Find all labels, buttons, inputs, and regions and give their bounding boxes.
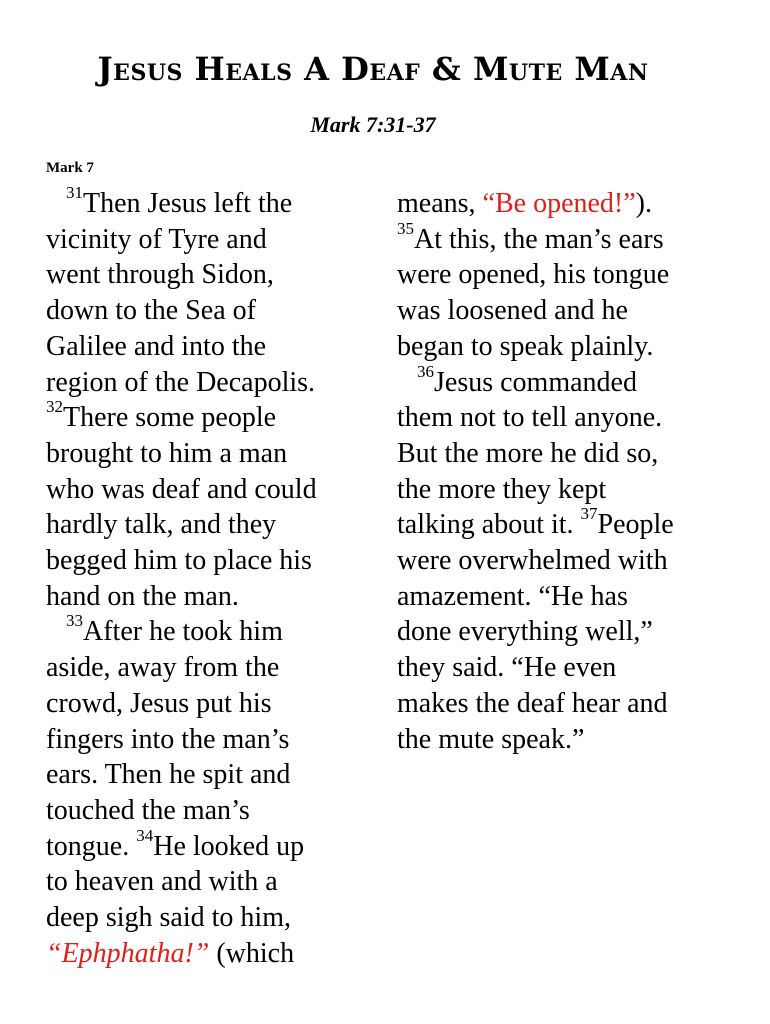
text-line [46,397,346,436]
text-line: were opened, his tongue [397,259,670,291]
text-line: who was deaf and could [46,473,317,505]
text-line: them not to tell anyone. [397,402,663,434]
text-line: brought to him a man [46,437,288,469]
verse-text: means, [397,188,483,219]
text-line: done everything well,” [397,616,653,648]
text-line [46,611,346,650]
text-line: Galilee and into the [46,330,267,362]
right-text-column [397,186,707,757]
text-line: went through Sidon, [46,259,274,291]
text-line: the mute speak.” [397,723,585,755]
text-line: were overwhelmed with [397,545,668,577]
verse-number: 33 [66,611,83,631]
verse-text: Then Jesus left the [83,188,293,219]
verse-number: 31 [66,183,83,202]
verse-text: He looked up [153,830,305,862]
text-line: they said. “He even [397,652,617,684]
text-line: amazement. “He has [397,580,628,612]
verse-number: 35 [397,218,414,238]
highlighted-word: “Ephphatha!” [46,937,210,969]
text-line: the more they kept [397,473,607,505]
text-line: But the more he did so, [397,437,659,469]
text-line: was loosened and he [397,295,628,327]
text-line: vicinity of Tyre and [46,223,267,255]
page-title: Jesus Heals A Deaf & Mute Man [97,50,649,88]
text-line: down to the Sea of [46,295,256,327]
verse-number: 36 [417,361,434,381]
text-line: begged him to place his [46,545,312,577]
text-line: began to speak plainly. [397,330,654,362]
text-line: hardly talk, and they [46,509,277,541]
text-line [46,183,346,222]
text-line [397,504,707,543]
verse-text: People [597,509,674,541]
verse-text: ). [635,188,652,219]
verse-text: There some people [63,402,277,434]
verse-text: At this, the man’s ears [414,223,664,255]
text-line [397,186,707,222]
verse-number: 37 [580,504,598,524]
text-line: touched the man’s [46,794,250,826]
text-line: to heaven and with a [46,866,278,898]
verse-number: 32 [46,397,63,417]
text-line: region of the Decapolis. [46,366,316,398]
verse-text: (which [209,937,295,969]
text-line [397,218,707,258]
chapter-label: Mark 7 [46,160,94,176]
text-line: aside, away from the [46,652,280,684]
text-line [46,936,346,972]
text-line: crowd, Jesus put his [46,687,272,719]
text-line: fingers into the man’s [46,723,290,755]
verse-text: After he took him [83,616,283,648]
scripture-reference: Mark 7:31-37 [310,112,436,137]
verse-text: Jesus commanded [434,366,637,398]
verse-number: 34 [136,825,154,845]
text-line: hand on the man. [46,580,239,612]
left-text-column [46,183,346,971]
text-line [46,825,346,865]
highlighted-phrase: “Be opened!” [482,188,636,219]
text-line: ears. Then he spit and [46,759,291,791]
verse-text: talking about it. [397,509,581,541]
verse-text: tongue. [46,830,137,862]
text-line: deep sigh said to him, [46,902,291,934]
text-line: makes the deaf hear and [397,687,668,719]
text-line [397,361,707,401]
